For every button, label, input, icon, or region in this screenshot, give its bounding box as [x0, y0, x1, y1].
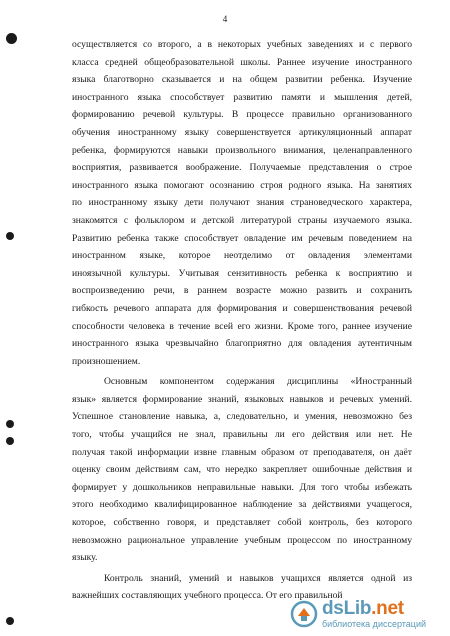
document-body [72, 36, 412, 605]
text-line: невозможно рациональное управление учебным процессом по иностранному [72, 534, 412, 546]
text-line: оценку своим действиям сам, что нередко закрепляет ошибочные действия и [72, 464, 412, 476]
text-line: обучения иностранному языку совершенствуется артикуляционный аппарат [72, 126, 412, 138]
punch-hole [6, 617, 14, 625]
text-line: знакомятся с фольклором и детской литературой страны изучаемого языка. [72, 214, 412, 226]
text-line: формирует у дошкольников неправильные навыки. Для того чтобы избежать [72, 481, 412, 493]
text-line: языку. [72, 552, 98, 564]
text-line: Успешное становление навыка, а, следовательно, и умения, невозможно без [72, 411, 412, 423]
text-line: того, чтобы учащийся не знал, правильны ли его действия или нет. Не [72, 429, 412, 441]
punch-hole [6, 232, 14, 240]
text-line: осуществляется со второго, а в некоторых учебных заведениях и с первого [72, 39, 412, 50]
text-line: ребенка, формируются навыки произвольного внимания, целенаправленного [72, 144, 412, 156]
text-line: гибкость речевого аппарата для формирования и совершенствования речевой [72, 302, 412, 314]
paragraph-1 [72, 36, 412, 370]
text-line: по иностранному языку дети получают знания страноведческого характера, [72, 197, 412, 209]
text-line: класса средней общеобразовательной школы. Раннее изучение иностранного [72, 56, 412, 68]
text-line: Развитию ребенка также способствует овладение им речевым поведением на [72, 232, 412, 244]
text-line: формированию речевой культуры. В процессе правильно организованного [72, 109, 412, 121]
text-line: восприятия, развивается воображение. Получаемые представления о строе [72, 162, 412, 174]
text-line: иностранного языка чрезвычайно благоприятно для овладения аутентичным [72, 338, 412, 350]
text-line: важнейших составляющих учебного процесса. От его правильной [72, 590, 343, 602]
text-line: языка благотворно сказывается и на общем развитии ребенка. Изучение [72, 74, 412, 86]
text-line: иностранного языка способствует развитию памяти и мышления детей, [72, 91, 412, 103]
text-line: получая такой информации извне главным образом от преподавателя, он даёт [72, 446, 412, 458]
text-line: иностранного языка помогают осознанию строя родного языка. На занятиях [72, 179, 412, 191]
dslib-watermark [290, 598, 440, 630]
punch-hole [6, 33, 17, 44]
text-line: которое, собственно говоря, и представляет собой контроль, без которого [72, 517, 412, 529]
text-line: Контроль знаний, умений и навыков учащихся является одной из [104, 572, 412, 584]
text-line: произношением. [72, 355, 141, 367]
text-line: Основным компонентом содержания дисциплины «Иностранный [104, 376, 412, 388]
punch-hole [6, 437, 14, 445]
page-number: 4 [222, 14, 228, 24]
text-line: иноязычной культуры. Учитывая сензитивность ребенка к восприятию и [72, 267, 412, 279]
watermark-brand-accent: .net [371, 598, 404, 619]
text-line: иностранном языке, которое неотделимо от овладения элементами [72, 250, 412, 262]
text-line: этого необходимо квалифицированное наблюдение за действиями учащегося, [72, 499, 412, 511]
dslib-logo-icon [290, 600, 318, 628]
text-line: воспроизведению речи, в раннем возрасте можно развить и сохранить [72, 285, 412, 297]
watermark-subtitle: библиотека диссертаций [322, 619, 427, 629]
paragraph-2 [72, 373, 412, 567]
watermark-brand [322, 599, 426, 618]
punch-hole [6, 420, 14, 428]
text-line: язык» является формирование знаний, языковых навыков и речевых умений. [72, 393, 412, 405]
watermark-brand-main: dsLib [322, 598, 372, 619]
text-line: способности человека в течение всей его жизни. Кроме того, раннее изучение [72, 320, 412, 332]
